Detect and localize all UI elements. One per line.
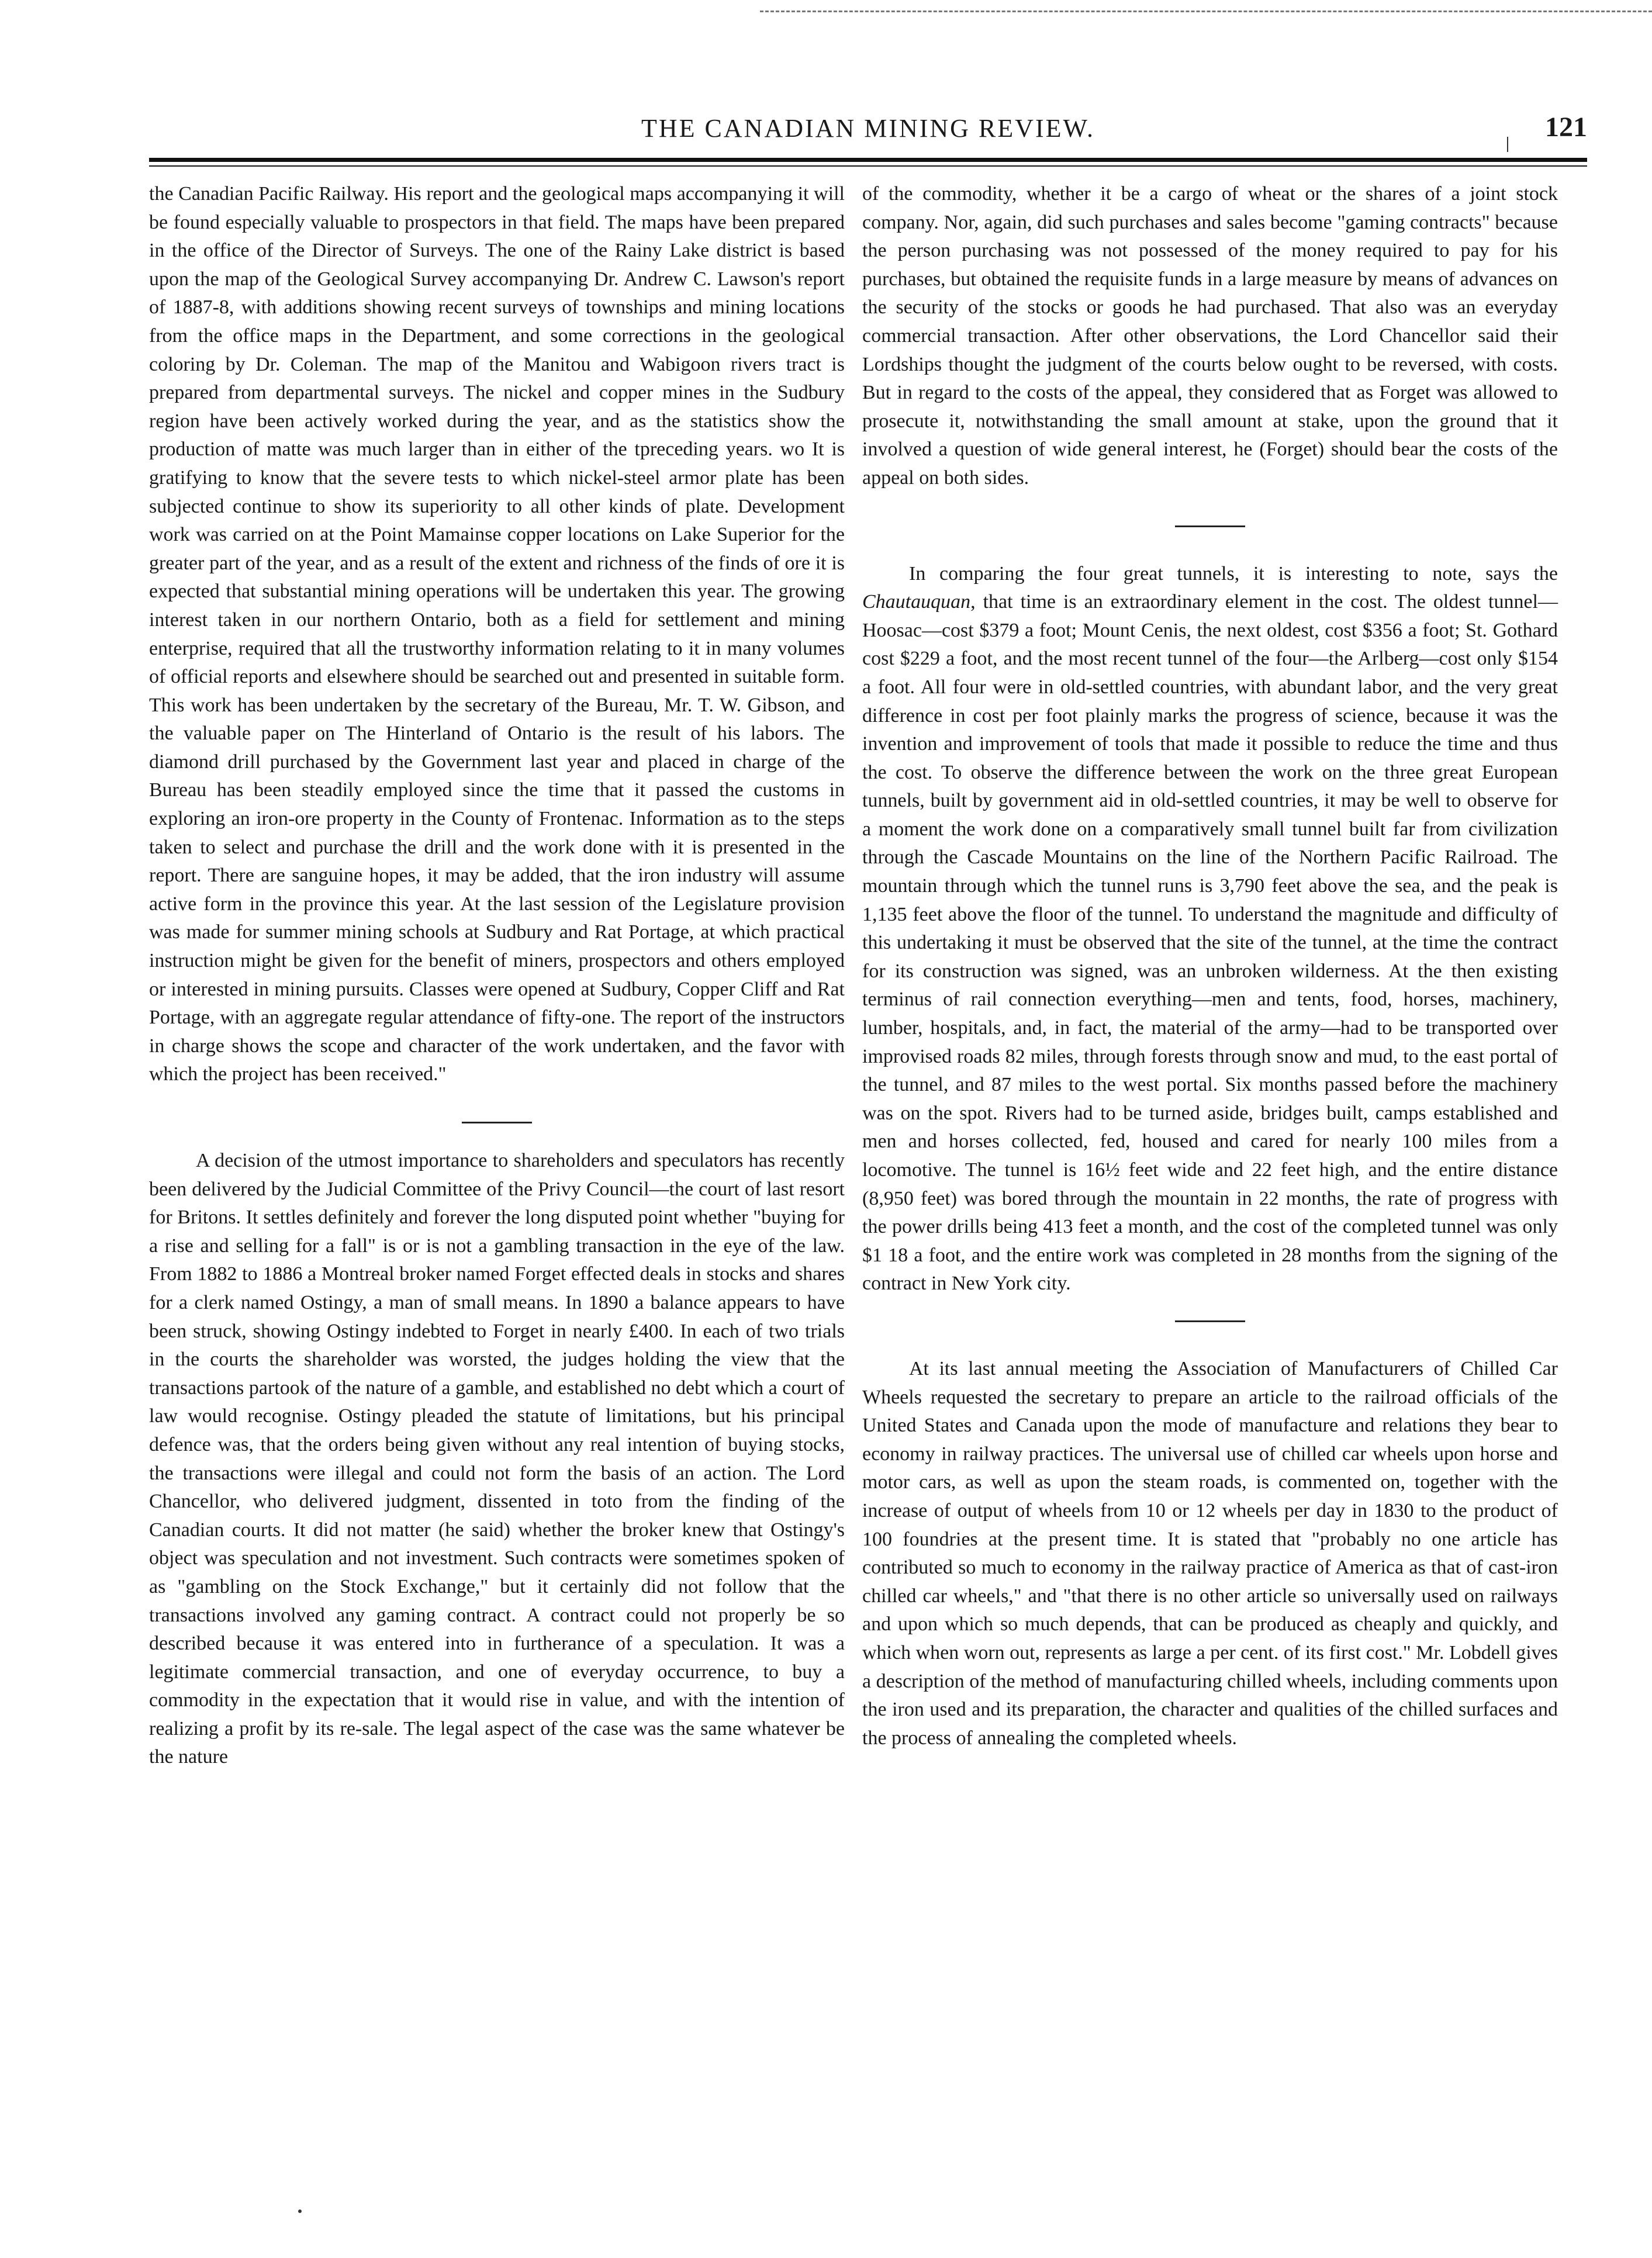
right-column [862, 180, 1558, 1752]
car-wheels-paragraph: At its last annual meeting the Association of Manufacturers of Chilled Car Wheels requested the secretary to prepare an article to the railroad officials of the United States and Canada upon the mode of manufacture and relations they bear to economy in railway practices. The universal use of chilled car wheels upon horse and motor cars, as well as upon the steam roads, is commented on, together with the increase of output of wheels from 10 or 12 wheels per day in 1830 to the product of 100 foundries at the present time. It is stated that "probably no one article has contributed so much to economy in the railway practice of America as that of cast-iron chilled car wheels," and "that there is no other article so universally used on railways and upon which so much depends, that can be produced as cheaply and quickly, and which when worn out, represents as large a per cent. of its first cost." Mr. Lobdell gives a description of the method of manufacturing chilled wheels, including comments upon the iron used and its preparation, the character and qualities of the chilled surfaces and the process of annealing the completed wheels. [862, 1357, 1558, 1749]
header-mark [1507, 137, 1508, 152]
section-divider [1175, 1320, 1245, 1322]
tunnels-text-rest: , that time is an extraordinary element in the cost. The oldest tunnel—Hoosac—cost $379 a foot; Mount Cenis, the next oldest, cost $356 a foot; St. Gothard cost $229 a foot, and the most recent tunnel of the four—the Arlberg—cost only $154 a foot. All four were in old-settled countries, with abundant labor, and the very great difference in cost per foot plainly marks the progress of science, because it was the invention and improvement of tools that made it possible to reduce the time and thus the cost. To observe the difference between the work on the three great European tunnels, built by government aid in old-settled countries, it may be well to observe for a moment the work done on a comparatively small tunnel built far from civilization through the Cascade Mountains on the line of the Northern Pacific Railroad. The mountain through which the tunnel runs is 3,790 feet above the sea, and the peak is 1,135 feet above the floor of the tunnel. To understand the magnitude and difficulty of this undertaking it must be observed that the site of the tunnel, at the time the contract for its construction was signed, was an unbroken wilderness. At the then existing terminus of rail connection everything—men and tents, food, horses, machinery, lumber, hospitals, and, in fact, the material of the army—had to be transported over improvised roads 82 miles, through forests through snow and mud, to the east portal of the tunnel, and 87 miles to the west portal. Six months passed before the machinery was on the spot. Rivers had to be turned aside, bridges built, camps established and men and horses collected, fed, housed and cared for nearly 100 miles from a locomotive. The tunnel is 16½ feet wide and 22 feet high, and the entire distance (8,950 feet) was bored through the mountain in 22 months, the rate of progress with the power drills being 413 feet a month, and the cost of the completed tunnel was only $1 18 a foot, and the entire work was completed in 28 months from the signing of the contract in New York city. [862, 591, 1558, 1295]
tunnels-paragraph [862, 560, 1558, 1298]
header-rule-thick [149, 158, 1587, 162]
journal-title: THE CANADIAN MINING REVIEW. [641, 114, 1095, 143]
page-number: 121 [1545, 112, 1587, 143]
top-edge-rule [760, 11, 1652, 12]
print-speck [298, 2209, 302, 2213]
privy-council-continuation-paragraph: of the commodity, whether it be a cargo of wheat or the shares of a joint stock company. Nor, again, did such purchases and sales become "gaming contracts" because the person purchasing was not possessed of the money required to pay for his purchases, but obtained the requisite funds in a large measure by means of advances on the security of the stocks or goods he had purchased. That also was an everyday commercial transaction. After other observations, the Lord Chancellor said their Lordships thought the judgment of the courts below ought to be reversed, with costs. But in regard to the costs of the appeal, they considered that as Forget was allowed to prosecute it, notwithstanding the small amount at stake, upon the ground that it involved a question of wide general interest, he (Forget) should bear the costs of the appeal on both sides. [862, 183, 1558, 489]
section-divider [462, 1122, 532, 1123]
header-rule-thin [149, 165, 1587, 167]
article-continuation-paragraph: the Canadian Pacific Railway. His report and the geological maps accompanying it will be found especially valuable to prospectors in that field. The maps have been prepared in the office of the Director of Surveys. The one of the Rainy Lake district is based upon the map of the Geological Survey accompanying Dr. Andrew C. Lawson's report of 1887-8, with additions showing recent surveys of townships and mining locations from the office maps in the Department, and some corrections in the geological coloring by Dr. Coleman. The map of the Manitou and Wabigoon rivers tract is prepared from departmental surveys. The nickel and copper mines in the Sudbury region have been actively worked during the year, and as the statistics show the production of matte was much larger than in either of the tpreceding years. wo It is gratifying to know that the severe tests to which nickel-steel armor plate has been subjected continue to show its superiority to all other kinds of plate. Development work was carried on at the Point Mamainse copper locations on Lake Superior for the greater part of the year, and as a result of the extent and richness of the finds of ore it is expected that substantial mining operations will be undertaken this year. The growing interest taken in our northern Ontario, both as a field for settlement and mining enterprise, required that all the trustworthy information relating to it in many volumes of official reports and elsewhere should be searched out and presented in suitable form. This work has been undertaken by the secretary of the Bureau, Mr. T. W. Gibson, and the valuable paper on The Hinterland of Ontario is the result of his labors. The diamond drill purchased by the Government last year and placed in charge of the Bureau has been steadily employed since the time that it passed the customs in exploring an iron-ore property in the County of Frontenac. Information as to the steps taken to select and purchase the drill and the work done with it is presented in the report. There are sanguine hopes, it may be added, that the iron industry will assume active form in the province this year. At the last session of the Legislature provision was made for summer mining schools at Sudbury and Rat Portage, at which practical instruction might be given for the benefit of miners, prospectors and others employed or interested in mining pursuits. Classes were opened at Sudbury, Copper Cliff and Rat Portage, with an aggregate regular attendance of fifty-one. The report of the instructors in charge shows the scope and character of the work undertaken, and the favor with which the project has been received." [149, 183, 845, 1085]
privy-council-paragraph: A decision of the utmost importance to shareholders and speculators has recently been delivered by the Judicial Committee of the Privy Council—the court of last resort for Britons. It settles definitely and forever the long disputed point whether "buying for a rise and selling for a fall" is or is not a gambling transaction in the eye of the law. From 1882 to 1886 a Montreal broker named Forget effected deals in stocks and shares for a clerk named Ostingy, a man of small means. In 1890 a balance appears to have been struck, showing Ostingy indebted to Forget in nearly £400. In each of two trials in the courts the shareholder was worsted, the judges holding the view that the transactions partook of the nature of a gamble, and established no debt which a court of law would recognise. Ostingy pleaded the statute of limitations, but his principal defence was, that the orders being given without any real intention of buying stocks, the transactions were illegal and could not form the basis of an action. The Lord Chancellor, who delivered judgment, dissented in toto from the finding of the Canadian courts. It did not matter (he said) whether the broker knew that Ostingy's object was speculation and not investment. Such contracts were sometimes spoken of as "gambling on the Stock Exchange," but it certainly did not follow that the transactions involved any gaming contract. A contract could not properly be so described because it was entered into in furtherance of a speculation. It was a legitimate commercial transaction, and one of everyday occurrence, to buy a commodity in the expectation that it would rise in value, and with the intention of realizing a profit by its re-sale. The legal aspect of the case was the same whatever be the nature [149, 1150, 845, 1768]
tunnels-text-start: In comparing the four great tunnels, it is interesting to note, says the [909, 562, 1558, 585]
section-divider [1175, 525, 1245, 527]
page-header [149, 111, 1587, 152]
left-column [149, 180, 845, 1772]
publication-name: Chautauquan [862, 591, 971, 613]
